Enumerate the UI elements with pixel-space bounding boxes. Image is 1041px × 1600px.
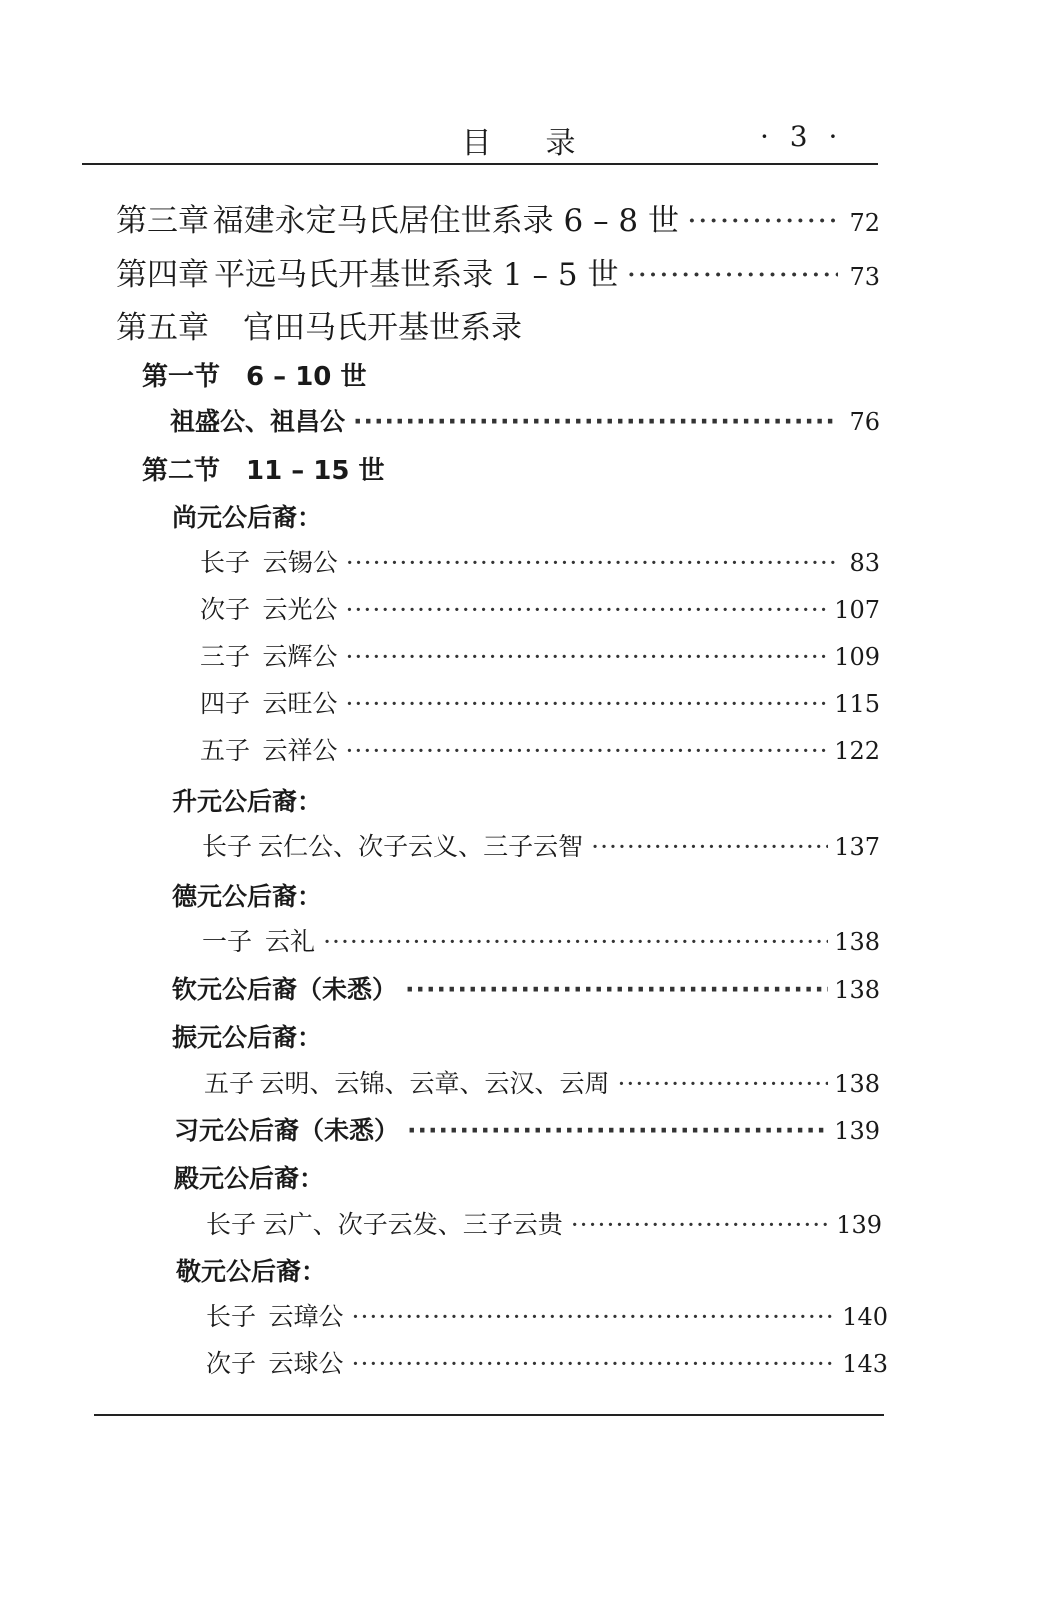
- leader-dots: [571, 1210, 830, 1239]
- toc-entry-page: 73: [849, 263, 880, 291]
- toc-group-title: 敬元公后裔：: [176, 1257, 327, 1286]
- toc-entry-prefix: 第三章: [116, 203, 209, 239]
- toc-entry-title: 6 – 10 世: [246, 362, 367, 392]
- toc-entry-page: 115: [834, 690, 880, 718]
- leader-dots: [405, 975, 828, 1004]
- toc-entry-page: 72: [849, 209, 880, 237]
- toc-entry-page: 109: [834, 643, 880, 671]
- toc-entry-page: 138: [834, 928, 880, 956]
- toc-entry-title: 平远马氏开基世系录 1 – 5 世: [214, 257, 619, 293]
- toc-entry-qinyuan[interactable]: [172, 970, 880, 1006]
- toc-entry-yunqiu[interactable]: [206, 1344, 888, 1380]
- toc-entry-yunxiang[interactable]: [200, 731, 880, 767]
- toc-entry-title: 祖盛公、祖昌公: [170, 407, 346, 436]
- toc-entry-prefix: 长子: [206, 1210, 257, 1239]
- toc-entry-yunguang[interactable]: [200, 590, 880, 626]
- toc-entry-title: 云礼: [265, 927, 316, 956]
- toc-entry-title: 云仁公、次子云义、三子云智: [258, 832, 584, 861]
- toc-group-zhenyuan[interactable]: [172, 1018, 322, 1054]
- leader-dots: [345, 736, 828, 765]
- toc-entry-yunguang-2[interactable]: [206, 1205, 882, 1241]
- toc-group-deyuan[interactable]: [172, 877, 322, 913]
- toc-entry-prefix: 五子: [204, 1069, 255, 1098]
- toc-entry-prefix: 第二节: [142, 456, 221, 486]
- footer-rule: [94, 1414, 884, 1416]
- toc-entry-section-2[interactable]: [142, 450, 385, 487]
- toc-group-jingyuan[interactable]: [176, 1252, 326, 1288]
- toc-entry-title: 福建永定马氏居住世系录 6 – 8 世: [212, 203, 680, 239]
- toc-entry-title: 11 – 15 世: [246, 456, 385, 486]
- toc-entry-prefix: 三子: [200, 642, 251, 671]
- toc-entry-page: 138: [834, 976, 880, 1004]
- toc-entry-yunzhang[interactable]: [206, 1297, 888, 1333]
- toc-entry-page: 138: [834, 1070, 880, 1098]
- toc-group-shangyuan[interactable]: [172, 498, 322, 534]
- toc-entry-title: 云旺公: [262, 689, 338, 718]
- toc-entry-title: 云璋公: [268, 1302, 344, 1331]
- leader-dots: [346, 548, 838, 577]
- toc-entry-prefix: 次子: [206, 1349, 257, 1378]
- toc-entry-title: 钦元公后裔（未悉）: [172, 975, 398, 1004]
- toc-entry-page: 139: [834, 1117, 880, 1145]
- leader-dots: [323, 927, 828, 956]
- toc-entry-page: 140: [842, 1303, 888, 1331]
- toc-entry-title: 官田马氏开基世系录: [243, 310, 522, 346]
- leader-dots: [687, 203, 838, 239]
- leader-dots: [352, 1349, 837, 1378]
- leader-dots: [617, 1069, 828, 1098]
- toc-entry-prefix: 一子: [202, 927, 253, 956]
- toc-entry-prefix: 第五章: [116, 310, 209, 346]
- toc-group-title: 殿元公后裔：: [174, 1164, 325, 1193]
- toc-entry-prefix: 五子: [200, 736, 251, 765]
- leader-dots: [345, 689, 828, 718]
- leader-dots: [345, 595, 828, 624]
- toc-entry-xiyuan[interactable]: [174, 1111, 880, 1147]
- leader-dots: [626, 257, 838, 293]
- toc-entry-prefix: 第一节: [142, 362, 221, 392]
- toc-group-title: 升元公后裔：: [172, 787, 323, 816]
- toc-entry-yunli[interactable]: [202, 922, 880, 958]
- toc-entry-yunren[interactable]: [202, 827, 880, 863]
- toc-group-title: 尚元公后裔：: [172, 503, 323, 532]
- toc-entry-title: 云球公: [268, 1349, 344, 1378]
- toc-entry-page: 83: [849, 549, 880, 577]
- toc-entry-page: 76: [849, 408, 880, 436]
- header-title-char-1: 目: [461, 126, 496, 161]
- toc-entry-section-1[interactable]: [142, 356, 366, 393]
- toc-group-dianyuan[interactable]: [174, 1159, 324, 1195]
- toc-entry-yunhui[interactable]: [200, 637, 880, 673]
- toc-entry-chapter-3[interactable]: [116, 195, 880, 240]
- toc-entry-page: 143: [842, 1350, 888, 1378]
- leader-dots: [352, 1302, 837, 1331]
- leader-dots: [407, 1116, 828, 1145]
- toc-entry-title: 云辉公: [262, 642, 338, 671]
- toc-entry-title: 云锡公: [262, 548, 338, 577]
- toc-entry-prefix: 第四章: [116, 257, 209, 293]
- toc-entry-yunxi[interactable]: [200, 543, 880, 579]
- toc-group-title: 德元公后裔：: [172, 882, 323, 911]
- toc-entry-page: 107: [834, 596, 880, 624]
- toc-entry-prefix: 长子: [202, 832, 253, 861]
- toc-entry-yunwang[interactable]: [200, 684, 880, 720]
- toc-entry-title: 习元公后裔（未悉）: [174, 1116, 400, 1145]
- toc-entry-zusheng-zuchang[interactable]: [170, 402, 880, 438]
- toc-entry-chapter-5[interactable]: [116, 302, 522, 347]
- toc-entry-prefix: 次子: [200, 595, 251, 624]
- toc-entry-prefix: 四子: [200, 689, 251, 718]
- toc-entry-yunming[interactable]: [204, 1064, 880, 1100]
- header-title-char-2: 录: [545, 126, 580, 161]
- toc-entry-page: 139: [836, 1211, 882, 1239]
- toc-group-title: 振元公后裔：: [172, 1023, 323, 1052]
- page-number: · 3 ·: [760, 120, 844, 153]
- toc-entry-title: 云广、次子云发、三子云贵: [262, 1210, 563, 1239]
- toc-entry-page: 122: [834, 737, 880, 765]
- toc-entry-title: 云祥公: [262, 736, 338, 765]
- toc-entry-prefix: 长子: [206, 1302, 257, 1331]
- toc-entry-title: 云明、云锦、云章、云汉、云周: [259, 1069, 610, 1098]
- toc-entry-title: 云光公: [262, 595, 338, 624]
- toc-entry-page: 137: [834, 833, 880, 861]
- leader-dots: [345, 642, 828, 671]
- toc-entry-chapter-4[interactable]: [116, 249, 880, 294]
- leader-dots: [353, 407, 838, 436]
- toc-group-shengyuan[interactable]: [172, 782, 322, 818]
- leader-dots: [591, 832, 828, 861]
- toc-entry-prefix: 长子: [200, 548, 251, 577]
